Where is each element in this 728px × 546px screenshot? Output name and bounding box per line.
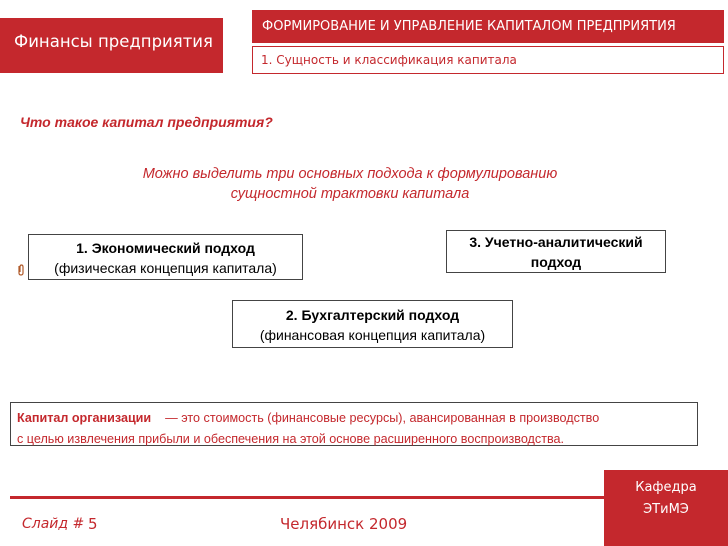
paperclip-bullet-icon	[16, 264, 26, 276]
intro-line-2: сущностной трактовки капитала	[230, 186, 470, 202]
definition-box	[10, 402, 698, 446]
definition-text: — это стоимость (финансовые ресурсы), авансированная в производство	[165, 411, 600, 425]
brand-title: Финансы предприятия	[14, 32, 213, 51]
slide-label: Слайд #	[22, 516, 85, 532]
approach-card-economic	[28, 234, 303, 280]
approach-detail: (финансовая концепция капитала)	[259, 327, 486, 343]
department-line-2: ЭТиМЭ	[643, 502, 689, 517]
approach-detail: (физическая концепция капитала)	[54, 260, 277, 276]
subsection-title: 1. Сущность и классификация капитала	[261, 53, 517, 67]
definition-term: Капитал организации	[17, 411, 152, 425]
approach-title-line-2: подход	[530, 254, 582, 270]
intro-text	[80, 164, 620, 204]
city-year: Челябинск 2009	[280, 515, 408, 533]
footer-divider	[10, 496, 604, 499]
section-title-bar	[252, 10, 724, 43]
approach-title: 2. Бухгалтерский подход	[285, 307, 460, 323]
slide-number: 5	[88, 515, 98, 533]
section-title: ФОРМИРОВАНИЕ И УПРАВЛЕНИЕ КАПИТАЛОМ ПРЕДПРИЯТИЯ	[262, 19, 676, 34]
department-line-1: Кафедра	[635, 480, 697, 495]
approach-card-analytical	[446, 230, 666, 273]
approach-title: 1. Экономический подход	[76, 240, 255, 256]
approach-card-accounting	[232, 300, 513, 348]
intro-line-1: Можно выделить три основных подхода к формулированию	[142, 166, 558, 182]
question-heading: Что такое капитал предприятия?	[20, 114, 273, 130]
approach-title-line-1: 3. Учетно-аналитический	[469, 234, 643, 250]
definition-text-line-2: с целью извлечения прибыли и обеспечения на этой основе расширенного воспроизводства.	[17, 432, 565, 446]
department-badge	[604, 470, 728, 546]
subsection-title-bar	[252, 46, 724, 74]
